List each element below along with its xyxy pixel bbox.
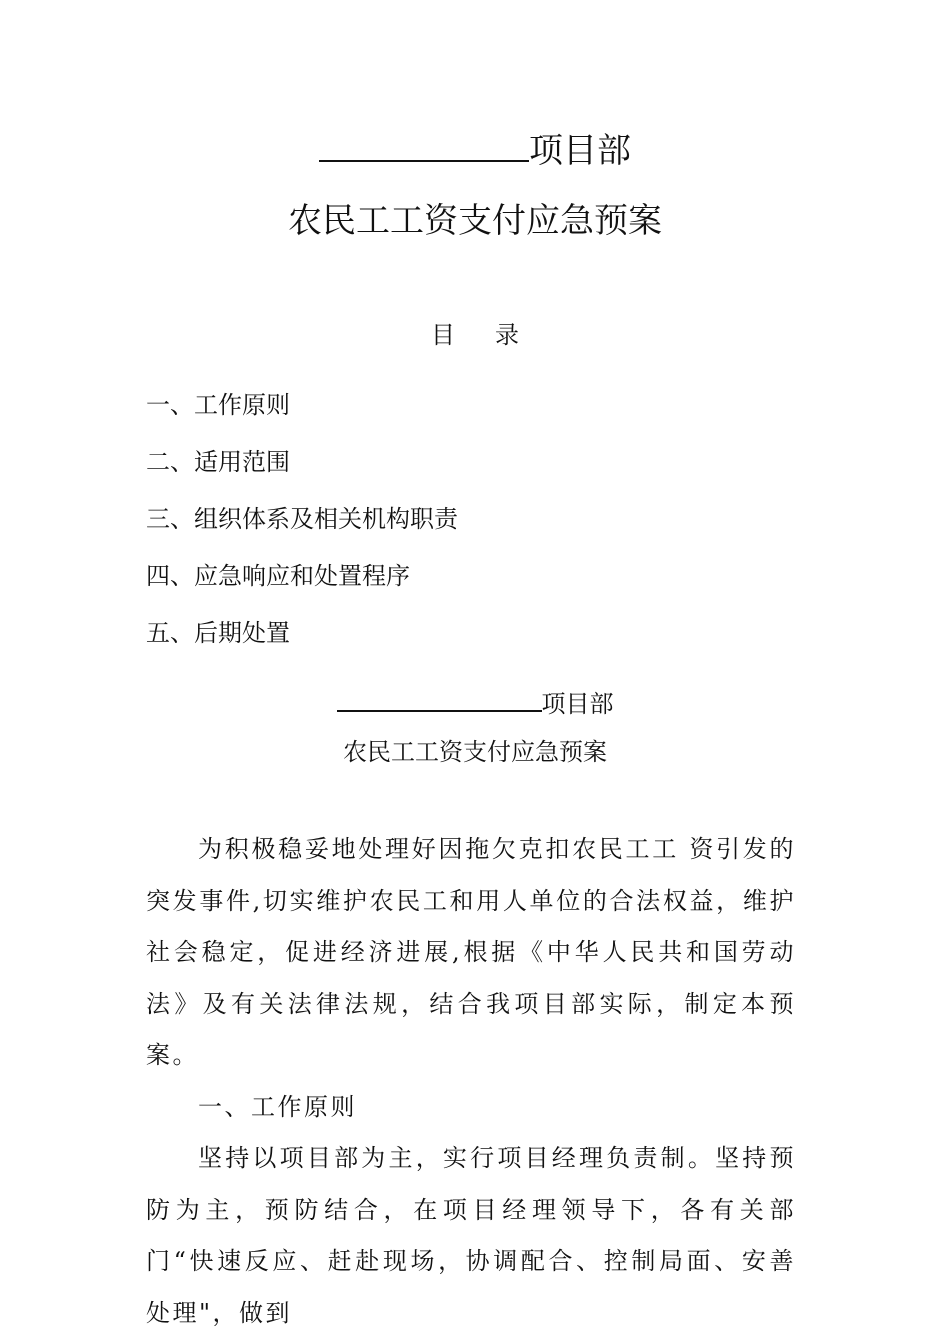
toc-heading	[0, 318, 950, 352]
toc-item: 二、适用范围	[146, 448, 290, 476]
toc-item: 五、后期处置	[146, 619, 290, 647]
section-title-suffix: 项目部	[541, 690, 614, 718]
cover-title-suffix: 项目部	[529, 131, 631, 171]
section-heading: 一、工作原则	[198, 1092, 357, 1121]
cover-title-line	[0, 126, 950, 174]
project-name-blank	[337, 686, 542, 712]
section-main-title: 农民工工资支付应急预案	[343, 738, 607, 766]
project-name-blank	[319, 126, 529, 162]
toc-heading-part2: 录	[495, 321, 519, 349]
toc-item: 四、应急响应和处置程序	[146, 562, 410, 590]
toc-item: 一、工作原则	[146, 391, 290, 419]
table-of-contents	[146, 387, 458, 672]
toc-item: 三、组织体系及相关机构职责	[146, 505, 458, 533]
toc-heading-part1: 目	[431, 321, 455, 349]
document-body	[146, 824, 796, 1339]
principle-paragraph: 坚持以项目部为主，实行项目经理负责制。坚持预防为主，预防结合，在项目经理领导下，各有关部门“快速反应、赶赴现场，协调配合、控制局面、安善处理"，做到	[146, 1144, 796, 1327]
cover-main-title: 农民工工资支付应急预案	[288, 201, 662, 241]
intro-paragraph: 为积极稳妥地处理好因拖欠克扣农民工工 资引发的突发事件,切实维护农民工和用人单位的合法权益，维护社会稳定，促进经济进展,根据《中华人民共和国劳动法》及有关法律法规，结合我项目部实际，制定本预案。	[146, 835, 796, 1069]
section-title-line	[0, 686, 950, 721]
